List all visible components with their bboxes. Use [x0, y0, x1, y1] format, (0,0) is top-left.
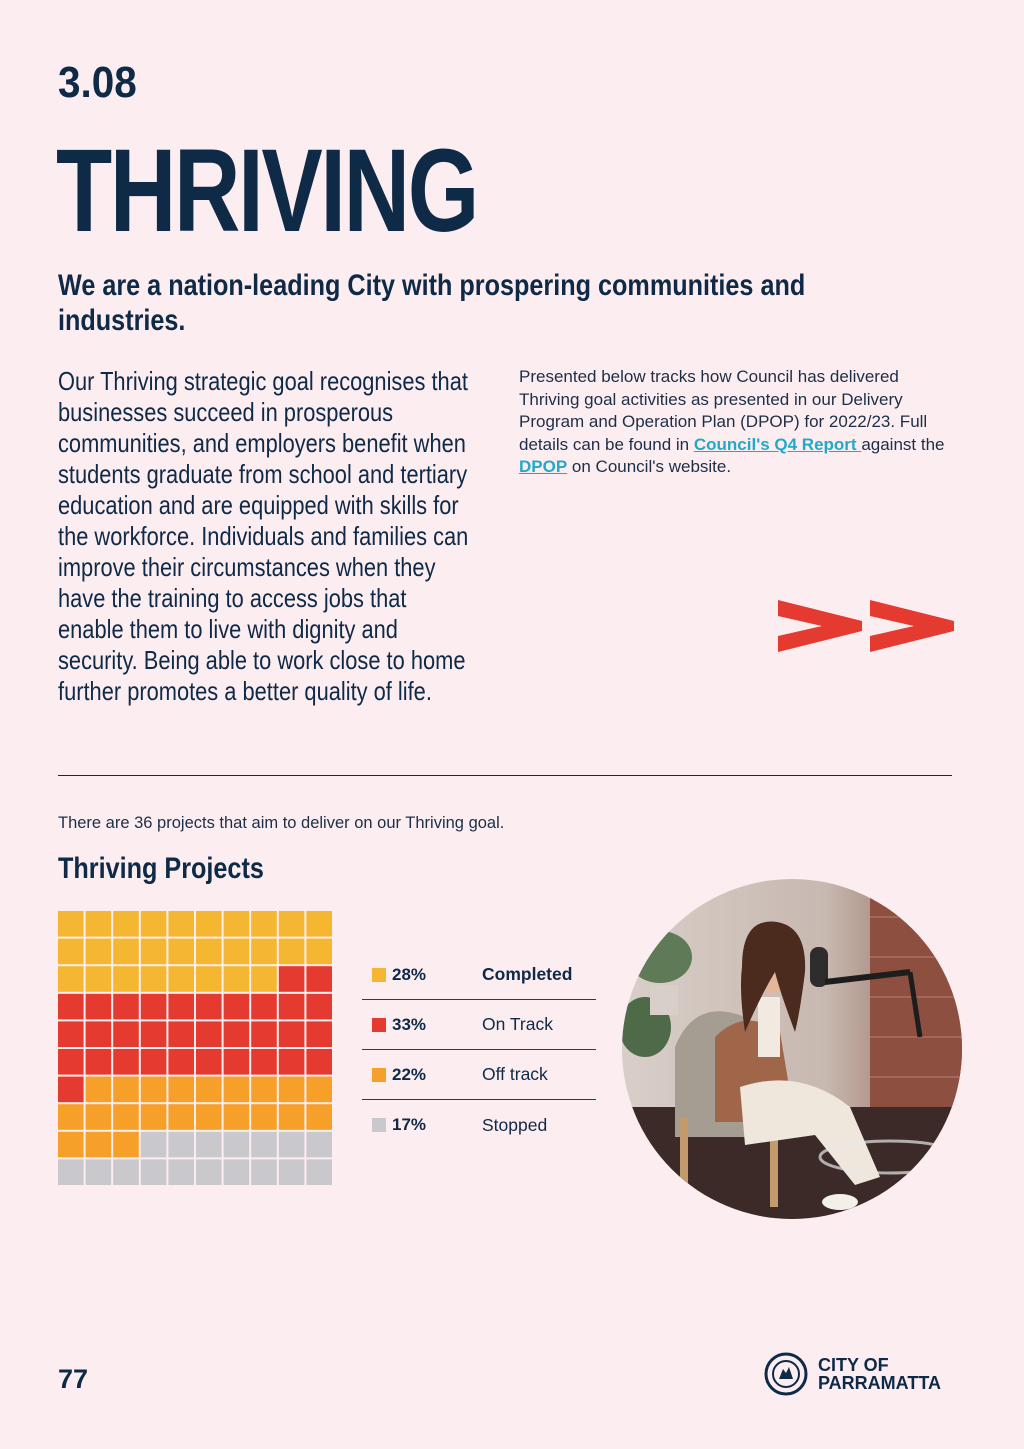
waffle-cell-off-track [141, 1104, 167, 1130]
waffle-cell-on-track [113, 1021, 139, 1047]
waffle-cell-on-track [306, 1021, 332, 1047]
waffle-cell-off-track [86, 1104, 112, 1130]
waffle-cell-stopped [168, 1132, 194, 1158]
side-paragraph [519, 366, 949, 479]
section-divider [58, 775, 952, 776]
waffle-cell-completed [224, 911, 250, 937]
waffle-cell-stopped [58, 1159, 84, 1185]
waffle-cell-on-track [141, 1049, 167, 1075]
waffle-cell-completed [279, 911, 305, 937]
waffle-cell-stopped [251, 1159, 277, 1185]
waffle-cell-completed [224, 939, 250, 965]
waffle-chart [58, 911, 334, 1187]
waffle-cell-stopped [251, 1132, 277, 1158]
waffle-cell-on-track [279, 1021, 305, 1047]
waffle-cell-on-track [168, 1021, 194, 1047]
page-number: 77 [58, 1364, 89, 1394]
legend-percent: 28% [392, 964, 427, 984]
waffle-cell-completed [251, 966, 277, 992]
waffle-cell-off-track [306, 1104, 332, 1130]
waffle-cell-off-track [113, 1077, 139, 1103]
legend-swatch-stopped [372, 1118, 386, 1132]
q4-report-link[interactable]: Council's Q4 Report [693, 434, 862, 454]
waffle-cell-on-track [279, 994, 305, 1020]
side-text-part1: Presented below tracks how Council has delivered Thriving goal activities as presented in our Delivery Program and Operation Plan (DPOP) for 2022/23. Full details can be found in [519, 367, 928, 454]
waffle-cell-stopped [279, 1159, 305, 1185]
waffle-cell-off-track [224, 1104, 250, 1130]
waffle-cell-completed [58, 966, 84, 992]
waffle-cell-completed [113, 911, 139, 937]
page-subtitle: We are a nation-leading City with prospering communities and industries. [58, 269, 806, 337]
waffle-cell-on-track [251, 1049, 277, 1075]
waffle-cell-off-track [113, 1132, 139, 1158]
waffle-cell-completed [58, 911, 84, 937]
waffle-cell-on-track [86, 1021, 112, 1047]
waffle-cell-stopped [86, 1159, 112, 1185]
waffle-cell-stopped [306, 1132, 332, 1158]
waffle-cell-off-track [58, 1104, 84, 1130]
waffle-cell-completed [86, 911, 112, 937]
waffle-cell-completed [306, 939, 332, 965]
legend-label: On Track [482, 1014, 553, 1034]
chart-legend [362, 950, 596, 1150]
waffle-cell-off-track [168, 1077, 194, 1103]
legend-row-off-track [362, 1050, 596, 1100]
waffle-cell-completed [86, 939, 112, 965]
waffle-cell-on-track [58, 1021, 84, 1047]
legend-percent: 22% [392, 1064, 427, 1084]
waffle-cell-on-track [58, 1077, 84, 1103]
waffle-cell-completed [141, 966, 167, 992]
legend-swatch-on-track [372, 1018, 386, 1032]
projects-heading: Thriving Projects [58, 852, 264, 885]
waffle-cell-on-track [306, 966, 332, 992]
waffle-cell-on-track [58, 994, 84, 1020]
legend-label: Completed [482, 964, 573, 984]
waffle-cell-off-track [113, 1104, 139, 1130]
project-count-text: There are 36 projects that aim to deliver on our Thriving goal. [58, 814, 505, 832]
waffle-cell-on-track [141, 994, 167, 1020]
waffle-cell-stopped [168, 1159, 194, 1185]
section-number: 3.08 [58, 58, 137, 107]
waffle-cell-stopped [141, 1159, 167, 1185]
waffle-cell-off-track [224, 1077, 250, 1103]
waffle-cell-on-track [168, 994, 194, 1020]
waffle-cell-off-track [196, 1104, 222, 1130]
waffle-cell-on-track [224, 1049, 250, 1075]
waffle-cell-on-track [113, 994, 139, 1020]
waffle-cell-completed [196, 939, 222, 965]
waffle-cell-completed [251, 911, 277, 937]
city-logo [764, 1352, 941, 1396]
waffle-cell-stopped [279, 1132, 305, 1158]
waffle-cell-completed [113, 966, 139, 992]
waffle-cell-off-track [196, 1077, 222, 1103]
dpop-link[interactable]: DPOP [519, 457, 568, 476]
waffle-cell-completed [224, 966, 250, 992]
waffle-cell-completed [58, 939, 84, 965]
waffle-cell-stopped [141, 1132, 167, 1158]
legend-percent: 33% [392, 1014, 427, 1034]
page-title: THRIVING [56, 125, 478, 257]
legend-label: Off track [482, 1064, 548, 1084]
waffle-cell-on-track [224, 1021, 250, 1047]
waffle-cell-on-track [196, 1049, 222, 1075]
waffle-cell-on-track [224, 994, 250, 1020]
waffle-cell-completed [113, 939, 139, 965]
legend-row-on-track [362, 1000, 596, 1050]
waffle-cell-on-track [279, 1049, 305, 1075]
side-text-part2: against the [861, 434, 945, 454]
waffle-cell-completed [141, 911, 167, 937]
waffle-cell-on-track [196, 994, 222, 1020]
waffle-cell-completed [168, 911, 194, 937]
waffle-cell-completed [168, 966, 194, 992]
legend-row-completed [362, 950, 596, 1000]
waffle-cell-off-track [251, 1104, 277, 1130]
waffle-cell-on-track [306, 994, 332, 1020]
waffle-cell-on-track [306, 1049, 332, 1075]
waffle-cell-on-track [251, 994, 277, 1020]
waffle-cell-on-track [86, 1049, 112, 1075]
waffle-cell-on-track [58, 1049, 84, 1075]
waffle-cell-on-track [141, 1021, 167, 1047]
waffle-cell-completed [86, 966, 112, 992]
waffle-cell-stopped [196, 1132, 222, 1158]
waffle-cell-off-track [86, 1077, 112, 1103]
legend-row-stopped [362, 1100, 596, 1150]
legend-label: Stopped [482, 1114, 548, 1135]
waffle-cell-off-track [168, 1104, 194, 1130]
waffle-cell-completed [279, 939, 305, 965]
waffle-cell-stopped [306, 1159, 332, 1185]
waffle-cell-stopped [113, 1159, 139, 1185]
waffle-cell-off-track [141, 1077, 167, 1103]
waffle-cell-off-track [86, 1132, 112, 1158]
podcast-woman-photo [620, 877, 964, 1221]
logo-text-line2: PARRAMATTA [818, 1373, 941, 1393]
waffle-cell-on-track [168, 1049, 194, 1075]
city-crest-icon [764, 1352, 808, 1396]
waffle-cell-off-track [251, 1077, 277, 1103]
waffle-cell-on-track [279, 966, 305, 992]
legend-percent: 17% [392, 1115, 427, 1134]
waffle-cell-on-track [251, 1021, 277, 1047]
waffle-cell-stopped [196, 1159, 222, 1185]
waffle-cell-completed [141, 939, 167, 965]
waffle-cell-completed [251, 939, 277, 965]
waffle-cell-off-track [279, 1077, 305, 1103]
waffle-cell-stopped [224, 1132, 250, 1158]
waffle-cell-off-track [58, 1132, 84, 1158]
waffle-cell-completed [196, 911, 222, 937]
waffle-cell-on-track [196, 1021, 222, 1047]
waffle-cell-off-track [279, 1104, 305, 1130]
waffle-cell-on-track [113, 1049, 139, 1075]
double-chevron-right-icon [778, 590, 954, 662]
intro-paragraph: Our Thriving strategic goal recognises that businesses succeed in prosperous communities, and employers benefit when students graduate from school and tertiary education and are equipped with skills for the workforce. Individuals and families can improve their circumstances when they have the training to access jobs that enable them to live with dignity and security. Being able to work close to home further promotes a better quality of life. [58, 366, 469, 706]
logo-text-line1: CITY OF [818, 1355, 889, 1375]
waffle-cell-off-track [306, 1077, 332, 1103]
legend-swatch-off-track [372, 1068, 386, 1082]
waffle-cell-completed [306, 911, 332, 937]
waffle-cell-completed [196, 966, 222, 992]
legend-swatch-completed [372, 968, 386, 982]
waffle-cell-stopped [224, 1159, 250, 1185]
side-text-part3: on Council's website. [567, 457, 732, 476]
waffle-cell-on-track [86, 994, 112, 1020]
waffle-cell-completed [168, 939, 194, 965]
